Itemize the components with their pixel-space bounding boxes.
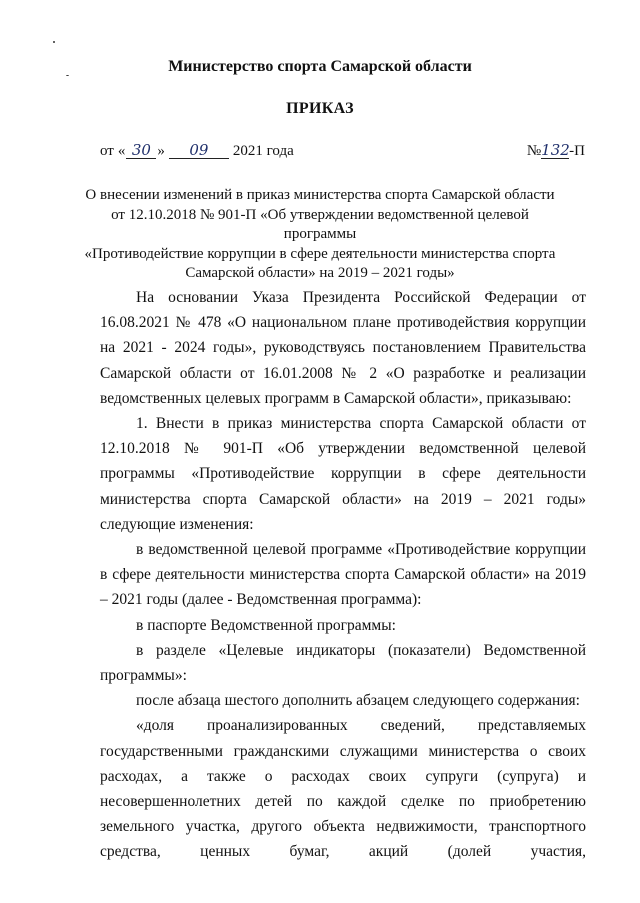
ministry-name: Министерство спорта Самарской области	[168, 58, 472, 75]
number-value: 132	[541, 141, 570, 159]
scan-speck	[53, 41, 55, 43]
paragraph-item-1: 1. Внести в приказ министерства спорта Самарской области от 12.10.2018 № 901-П «Об утверждении ведомственной целевой программы «Противодействие коррупции в сфере деятельности министерства спорта Самарской области» на 2019 – 2021 годы» следующие изменения:	[100, 415, 586, 533]
date-month: 09	[169, 142, 229, 159]
subject-line: Самарской области» на 2019 – 2021 годы»	[185, 265, 455, 281]
order-subject	[80, 186, 560, 284]
order-body	[100, 285, 586, 865]
paragraph-basis: На основании Указа Президента Российской Федерации от 16.08.2021 № 478 «О национальном плане противодействия коррупции на 2021 - 2024 годы», руководствуясь постановлением Правительства Самарской области от 16.01.2008 № 2 «О разработке и реализации ведомственных целевых программ в Самарской области», приказываю:	[100, 289, 586, 407]
document-type: ПРИКАЗ	[286, 100, 354, 117]
paragraph-program: в ведомственной целевой программе «Противодействие коррупции в сфере деятельности министерства спорта Самарской области» на 2019 – 2021 годы (далее - Ведомственная программа):	[100, 541, 586, 609]
subject-line: «Противодействие коррупции в сфере деятельности министерства спорта	[84, 245, 556, 262]
date-year: 2021 года	[232, 143, 294, 159]
paragraph-quote: «доля проанализированных сведений, представляемых государственными гражданскими служащими министерства о своих расходах, а также о расходах своих супруги (супруга) и несовершеннолетних детей по каждой сделке по приобретению земельного участка, другого объекта недвижимости, транспортного средства, ценных бумаг, акций (долей участия,	[100, 717, 586, 861]
number-suffix: -П	[569, 143, 585, 159]
order-date	[100, 142, 294, 160]
paragraph-section: в разделе «Целевые индикаторы (показатели) Ведомственной программы»:	[100, 641, 586, 685]
subject-line: от 12.10.2018 № 901-П «Об утверждении ведомственной целевой программы	[111, 206, 529, 242]
date-close-quote: »	[157, 143, 165, 159]
date-day: 30	[126, 142, 156, 159]
date-open-quote: «	[117, 143, 126, 159]
order-number	[527, 142, 585, 160]
subject-line: О внесении изменений в приказ министерства спорта Самарской области	[85, 187, 555, 203]
number-prefix: №	[526, 143, 542, 159]
date-prefix: от	[100, 143, 114, 159]
paragraph-addition: после абзаца шестого дополнить абзацем следующего содержания:	[136, 692, 580, 710]
paragraph-passport: в паспорте Ведомственной программы:	[136, 616, 396, 634]
